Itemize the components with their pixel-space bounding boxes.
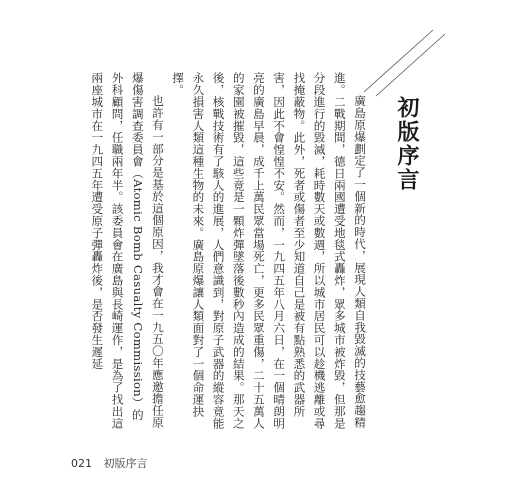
decorative-line-upper	[364, 30, 433, 92]
body-text	[70, 72, 370, 432]
section-title: 初版序言	[394, 96, 420, 192]
running-title: 初版序言	[103, 457, 148, 470]
page-number: 021	[71, 457, 92, 470]
paragraph-1: 廣島原爆劃定了一個新的時代，展現人類自我毀滅的技藝愈趨精進。二戰期間，德日兩國遭受地毯式轟炸，眾多城市被炸毀，但那是分段進行的毀滅，耗時數天或數週，所以城市居民可以趁機逃離或尋找掩蔽物。此外，死者或傷者至少知道自己是被有點熟悉的武器所害，因此不會惶惶不安。然而，一九四五年八月六日，在一個晴朗明亮的廣島早晨，成千上萬民眾當場死亡，更多民眾重傷，二十五萬人的家園被摧毀，這些竟是一顆炸彈墜落後數秒內造成的結果。那天之後，核戰技術有了駭人的進展，人們意識到，對原子武器的縱容竟能永久損害人類這種生物的未來。廣島原爆讓人類面對了一個命運抉擇。	[171, 72, 367, 429]
decorative-line-lower	[376, 34, 445, 96]
page-footer	[71, 455, 156, 471]
paragraph-2: 也許有一部分是基於這個原因，我才會在一九五〇年應邀擔任原爆傷害調查委員會（Atomic Bomb Casualty Commission）的外科顧問，任職兩年半。該委員會在廣島與長崎運作，是為了找出這兩座城市在一九四五年遭受原子彈轟炸後，是否發生遲延	[90, 72, 165, 429]
